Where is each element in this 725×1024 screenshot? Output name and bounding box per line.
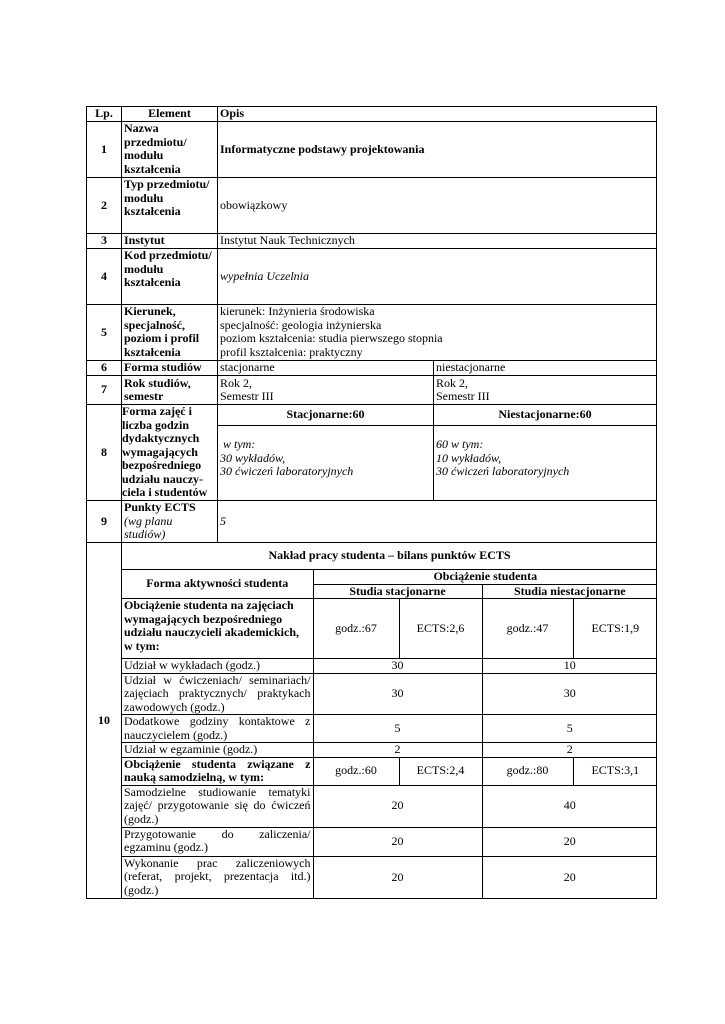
hours-line: w tym: [223,437,256,451]
row-element: Kierunek, specjalność, poziom i profil kształcenia [122,305,218,361]
item-label: Dodatkowe godziny kontaktowe z nauczycielem (godz.) [122,715,313,743]
obciazenie-head: Obciążenie studenta [313,570,657,585]
item-label: Wykonanie prac zaliczeniowych (referat, projekt, prezentacja itd.) (godz.) [122,856,313,898]
group1-stac-godz: godz.:67 [313,599,399,659]
group2-label: Obciążenie studenta związane z nauką samodzielną, w tym: [122,757,313,785]
year-semester-niestacjonarne [434,376,657,405]
hours-stacjonarne [218,426,434,501]
row-7 [87,376,657,405]
group1-row [122,599,657,659]
semester: Semestr III [436,389,490,403]
item-stac: 20 [313,785,482,827]
item-label: Samodzielne studiowanie tematyki zajęć/ przygotowanie się do ćwiczeń (godz.) [122,785,313,827]
row-number: 4 [87,249,122,305]
item-stac: 30 [313,659,482,674]
item-label: Udział w ćwiczeniach/ seminariach/ zajęciach praktycznych/ praktykach zawodowych (godz.) [122,673,313,715]
row-element: Typ przedmiotu/ modułu kształcenia [122,178,218,234]
syllabus-table [86,106,657,899]
year: Rok 2, [220,375,253,390]
row-element: Nazwa przedmiotu/ modułu kształcenia [122,122,218,178]
item-label: Przygotowanie do zaliczenia/ egzaminu (godz.) [122,827,313,856]
row-number: 10 [87,542,122,899]
item-niestac: 2 [482,743,657,758]
row-element: Instytut [122,234,218,249]
course-name: Informatyczne podstawy projektowania [218,122,657,178]
year-semester-stacjonarne [218,376,434,405]
group1-stac-ects: ECTS:2,6 [399,599,482,659]
header-opis: Opis [218,107,657,122]
stac-head: Studia stacjonarne [313,584,482,599]
item-niestac: 5 [482,715,657,743]
workload-item-row [122,827,657,856]
item-niestac: 20 [482,827,657,856]
hours-line: 30 ćwiczeń laboratoryjnych [220,464,354,478]
row-number: 8 [87,405,122,501]
workload-item-row [122,715,657,743]
workload-item-row [122,659,657,674]
hours-line: 60 w tym: [436,437,484,451]
program-details [218,305,657,361]
item-stac: 20 [313,856,482,898]
workload-item-row [122,785,657,827]
workload-title: Nakład pracy studenta – bilans punktów ECTS [122,543,657,570]
row-8-head [87,405,657,426]
workload-head-row [122,570,657,585]
row-element [122,501,218,543]
row-3 [87,234,657,249]
row-6 [87,361,657,376]
workload-section [122,542,657,899]
hours-line: 30 ćwiczeń laboratoryjnych [436,464,570,478]
row-9 [87,501,657,543]
group2-niestac-ects: ECTS:3,1 [573,757,657,785]
workload-item-row [122,673,657,715]
hours-line: 30 wykładów, [220,450,286,465]
row-number: 9 [87,501,122,543]
group2-stac-ects: ECTS:2,4 [399,757,482,785]
hours-stacjonarne-head: Stacjonarne:60 [218,405,434,426]
row-2 [87,178,657,234]
row-10 [87,542,657,899]
row-number: 7 [87,376,122,405]
group2-stac-godz: godz.:60 [313,757,399,785]
header-row [87,107,657,122]
forma-head: Forma aktywności studenta [122,570,313,599]
row-element: Forma zajęć i liczba godzin dydaktycznych wymagających bezpośredniego udziału nauczy-ciela i studentów [122,405,218,501]
hours-niestacjonarne-head: Niestacjonarne:60 [434,405,657,426]
item-niestac: 30 [482,673,657,715]
semester: Semestr III [220,389,274,403]
row-1 [87,122,657,178]
row-number: 5 [87,305,122,361]
item-niestac: 20 [482,856,657,898]
program-line: kierunek: Inżynieria środowiska [220,304,375,318]
year: Rok 2, [436,375,469,390]
group2-niestac-godz: godz.:80 [482,757,573,785]
ects-note: (wg planu studiów) [124,513,173,541]
group1-label: Obciążenie studenta na zajęciach wymagających bezpośredniego udziału nauczycieli akademickich, w tym: [122,599,313,659]
item-niestac: 40 [482,785,657,827]
mode-stacjonarne: stacjonarne [218,361,434,376]
group2-row [122,757,657,785]
row-4 [87,249,657,305]
institute: Instytut Nauk Technicznych [218,234,657,249]
row-element: Rok studiów, semestr [122,376,218,405]
row-number: 3 [87,234,122,249]
hours-niestacjonarne [434,426,657,501]
program-line: profil kształcenia: praktyczny [220,344,363,359]
row-element: Kod przedmiotu/ modułu kształcenia [122,249,218,305]
course-type: obowiązkowy [218,178,657,234]
item-label: Udział w egzaminie (godz.) [122,743,313,758]
program-line: specjalność: geologia inżynierska [220,317,382,332]
item-stac: 20 [313,827,482,856]
row-number: 2 [87,178,122,234]
header-element: Element [122,107,218,122]
row-5 [87,305,657,361]
item-stac: 2 [313,743,482,758]
niestac-head: Studia niestacjonarne [482,584,657,599]
item-stac: 30 [313,673,482,715]
item-stac: 5 [313,715,482,743]
course-code: wypełnia Uczelnia [218,249,657,305]
workload-table [122,543,657,899]
group1-niestac-ects: ECTS:1,9 [573,599,657,659]
workload-title-row [122,543,657,570]
row-number: 1 [87,122,122,178]
item-label: Udział w wykładach (godz.) [122,659,313,674]
course-syllabus-document [86,106,656,899]
ects-label: Punkty ECTS [124,500,196,514]
row-element: Forma studiów [122,361,218,376]
workload-item-row [122,743,657,758]
header-lp: Lp. [87,107,122,122]
row-number: 6 [87,361,122,376]
group1-niestac-godz: godz.:47 [482,599,573,659]
workload-item-row [122,856,657,898]
item-niestac: 10 [482,659,657,674]
mode-niestacjonarne: niestacjonarne [434,361,657,376]
hours-line: 10 wykładów, [436,450,502,465]
program-line: poziom kształcenia: studia pierwszego stopnia [220,331,443,345]
ects-value: 5 [218,501,657,543]
